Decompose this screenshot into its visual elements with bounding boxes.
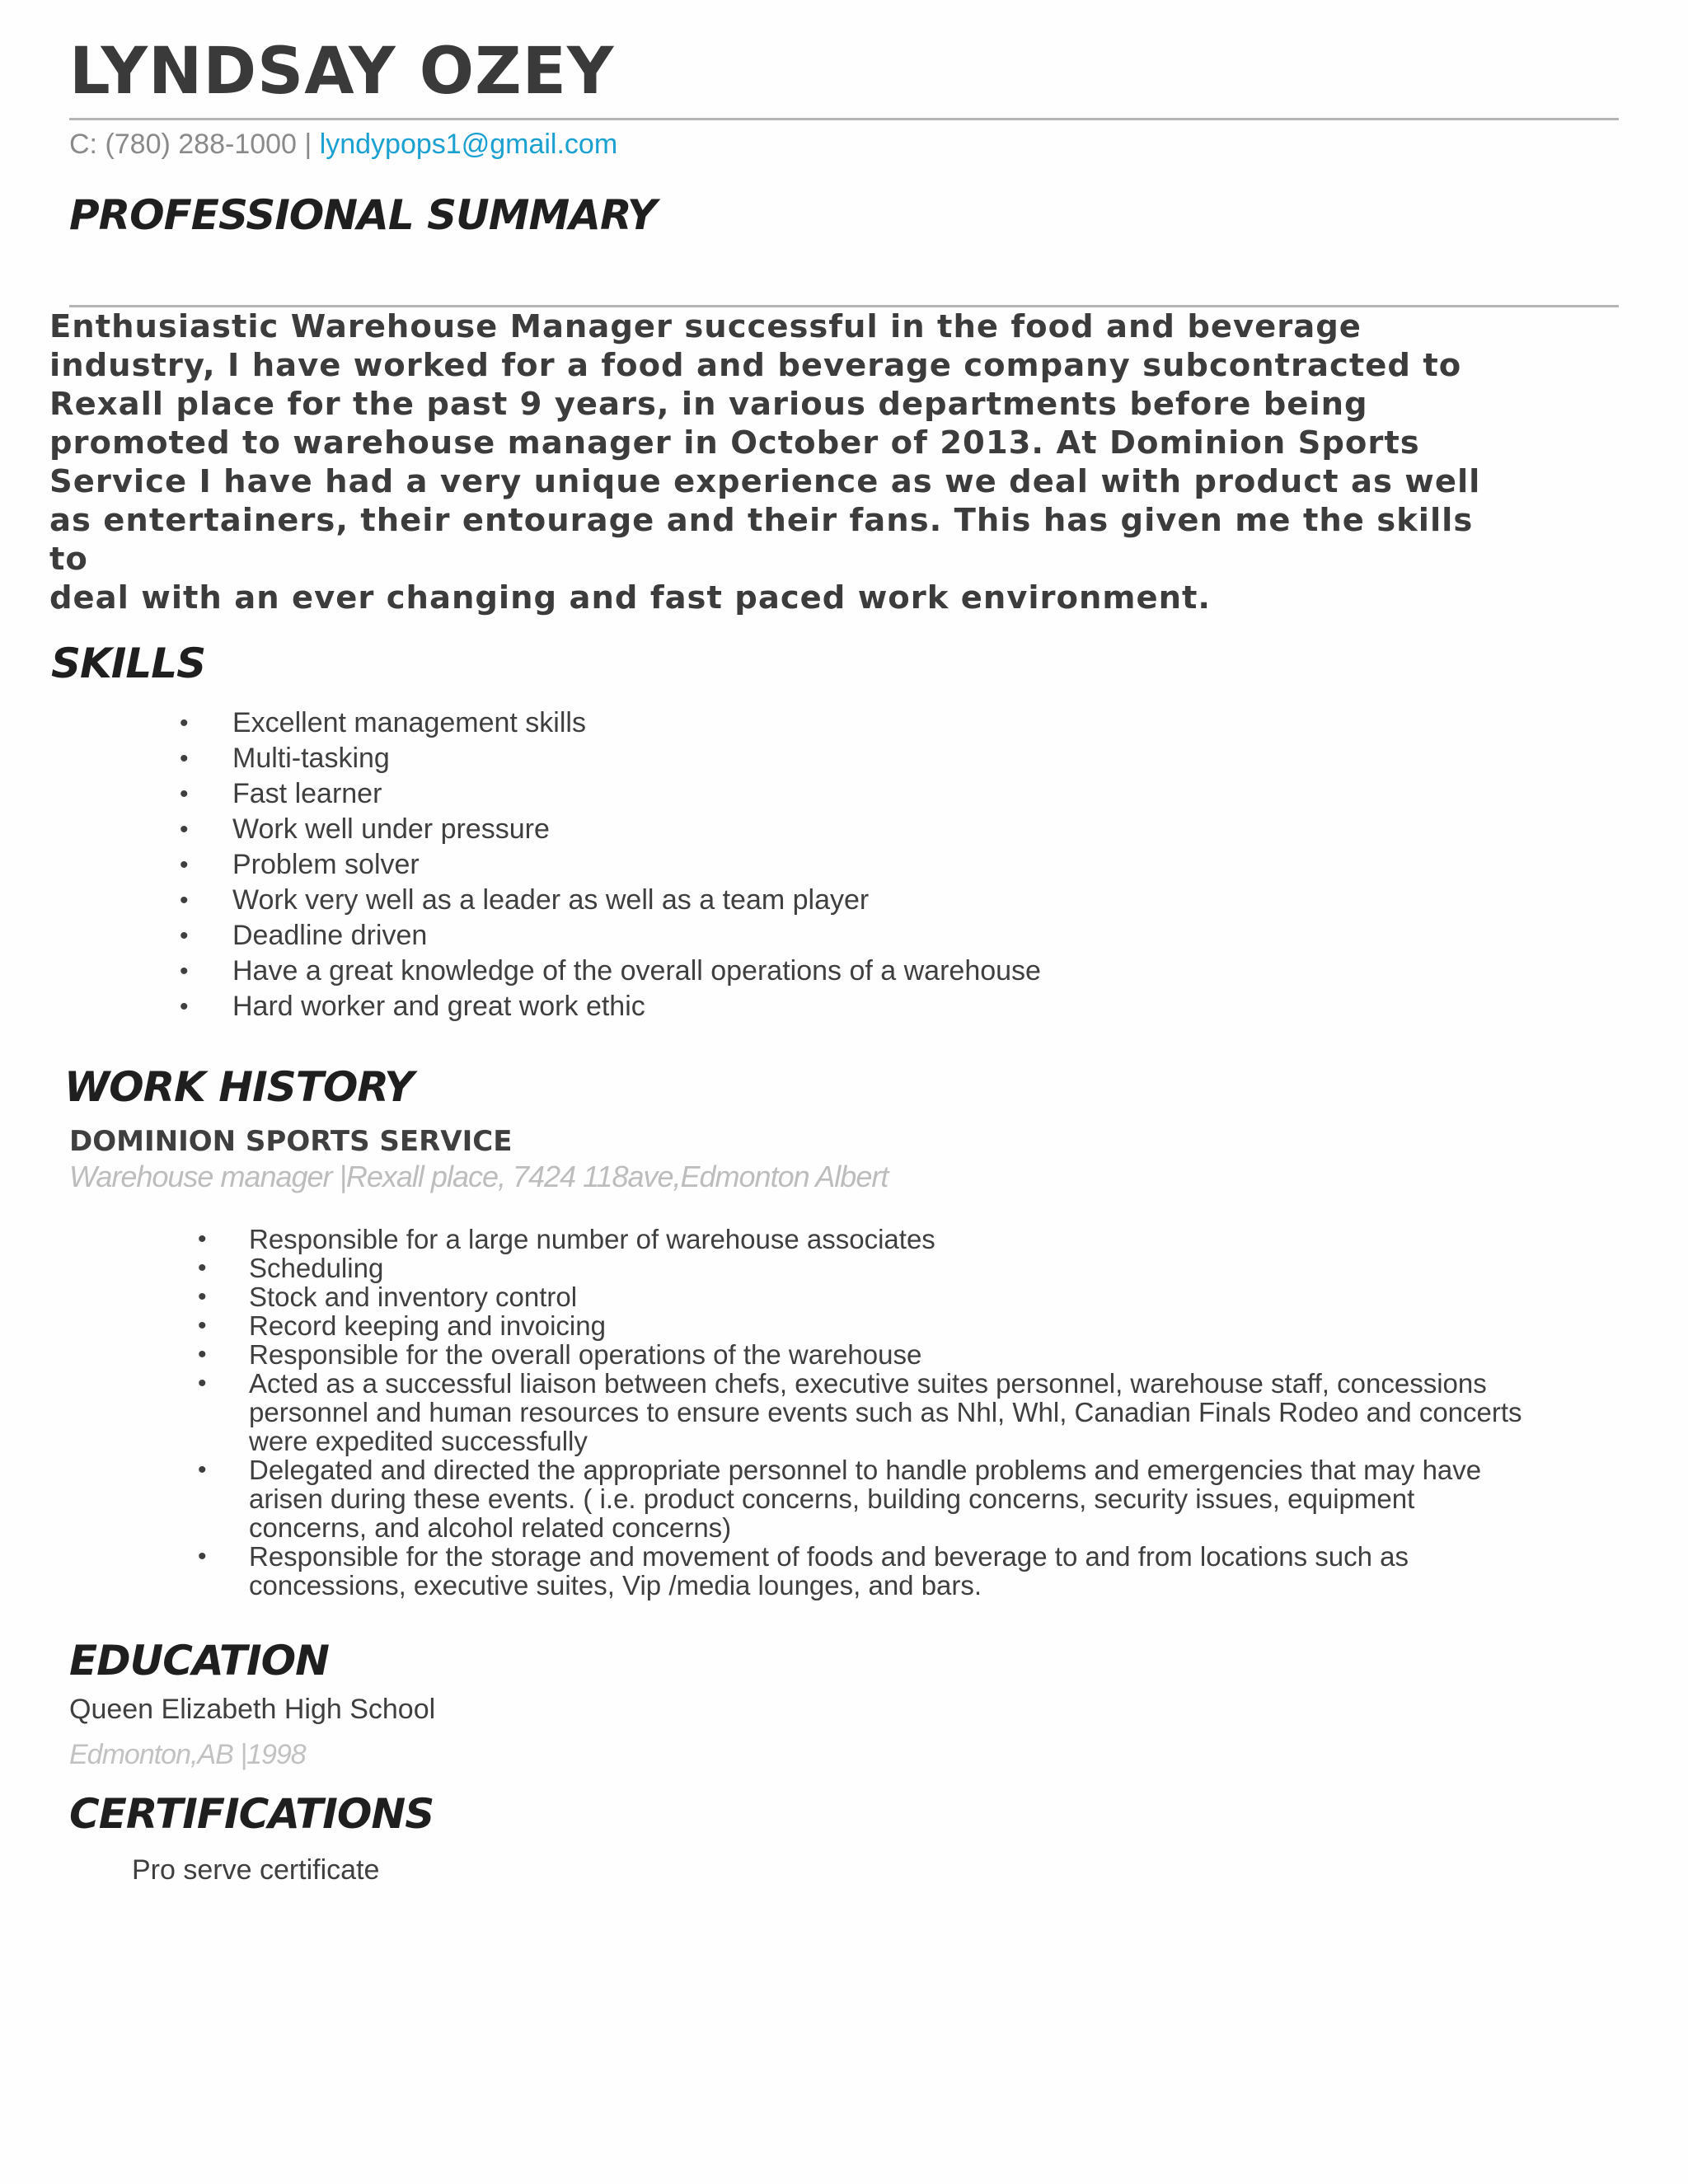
duty-item: • Responsible for the storage and movement of foods and beverage to and from locations such as concessions, executive suites, Vip /media lounges, and bars. xyxy=(198,1541,1409,1601)
duty-item: • Delegated and directed the appropriate personnel to handle problems and emergencies that may have arisen during these events. ( i.e. product concerns, building concerns, security issues, equipment concerns, and alcohol related concerns) xyxy=(198,1455,1482,1543)
skill-item: • Have a great knowledge of the overall operations of a warehouse xyxy=(180,954,1041,989)
duty-item: • Responsible for a large number of warehouse associates xyxy=(198,1224,935,1254)
summary-line: industry, I have worked for a food and beverage company subcontracted to xyxy=(49,347,1462,384)
work-history-heading: WORK HISTORY xyxy=(64,1063,414,1111)
bullet-icon: • xyxy=(180,958,189,985)
skill-item: • Work very well as a leader as well as a team player xyxy=(180,883,1041,918)
bullet-icon: • xyxy=(180,851,189,879)
skill-item: • Work well under pressure xyxy=(180,812,1041,847)
skills-list xyxy=(180,705,1041,1024)
skill-item: • Problem solver xyxy=(180,847,1041,883)
job-title-location: Warehouse manager |Rexall place, 7424 118ave,Edmonton Albert xyxy=(69,1160,889,1193)
bullet-icon: • xyxy=(180,780,189,808)
duty-item: • Scheduling xyxy=(198,1253,384,1283)
duty-item: • Record keeping and invoicing xyxy=(198,1310,606,1341)
duties-list xyxy=(198,1225,1533,1600)
contact-line xyxy=(69,129,617,161)
summary-line: promoted to warehouse manager in October of 2013. At Dominion Sports xyxy=(49,424,1420,462)
bullet-icon: • xyxy=(198,1283,207,1310)
certifications-heading: CERTIFICATIONS xyxy=(69,1790,434,1838)
summary-line: Rexall place for the past 9 years, in various departments before being xyxy=(49,386,1368,423)
skill-item: • Fast learner xyxy=(180,776,1041,812)
phone-text: C: (780) 288-1000 | xyxy=(69,129,320,160)
bullet-icon: • xyxy=(180,993,189,1020)
employer-name: DOMINION SPORTS SERVICE xyxy=(69,1125,513,1158)
bullet-icon: • xyxy=(198,1341,207,1368)
summary-paragraph xyxy=(49,307,1500,617)
bullet-icon: • xyxy=(180,710,189,737)
skill-item: • Hard worker and great work ethic xyxy=(180,989,1041,1024)
skill-item: • Multi-tasking xyxy=(180,741,1041,776)
certification-item: Pro serve certificate xyxy=(132,1854,380,1886)
duty-item: • Responsible for the overall operations of the warehouse xyxy=(198,1339,922,1370)
bullet-icon: • xyxy=(180,816,189,843)
email-link[interactable]: lyndypops1@gmail.com xyxy=(319,129,618,160)
bullet-icon: • xyxy=(198,1254,207,1282)
bullet-icon: • xyxy=(198,1456,207,1483)
duty-item: • Stock and inventory control xyxy=(198,1282,578,1312)
bullet-icon: • xyxy=(198,1543,207,1570)
skill-item: • Excellent management skills xyxy=(180,705,1041,741)
skill-item: • Deadline driven xyxy=(180,918,1041,954)
candidate-name: LYNDSAY OZEY xyxy=(69,35,615,109)
education-heading: EDUCATION xyxy=(69,1637,329,1685)
bullet-icon: • xyxy=(198,1312,207,1339)
school-name: Queen Elizabeth High School xyxy=(69,1694,436,1725)
bullet-icon: • xyxy=(180,922,189,949)
bullet-icon: • xyxy=(180,745,189,772)
header-divider xyxy=(69,118,1619,120)
summary-heading: PROFESSIONAL SUMMARY xyxy=(69,191,657,239)
summary-line: Service I have had a very unique experience as we deal with product as well xyxy=(49,463,1481,500)
skills-heading: SKILLS xyxy=(51,640,206,687)
summary-line: deal with an ever changing and fast paced work environment. xyxy=(49,579,1212,616)
bullet-icon: • xyxy=(180,887,189,914)
bullet-icon: • xyxy=(198,1370,207,1397)
duty-item: • Acted as a successful liaison between chefs, executive suites personnel, warehouse staff, concessions personnel and human resources to ensure events such as Nhl, Whl, Canadian Finals Rodeo and concerts were expedited successfully xyxy=(198,1368,1522,1456)
bullet-icon: • xyxy=(198,1226,207,1253)
school-location-year: Edmonton,AB |1998 xyxy=(69,1739,306,1770)
summary-line: Enthusiastic Warehouse Manager successful in the food and beverage xyxy=(49,308,1362,345)
summary-line: as entertainers, their entourage and their fans. This has given me the skills to xyxy=(49,502,1474,578)
